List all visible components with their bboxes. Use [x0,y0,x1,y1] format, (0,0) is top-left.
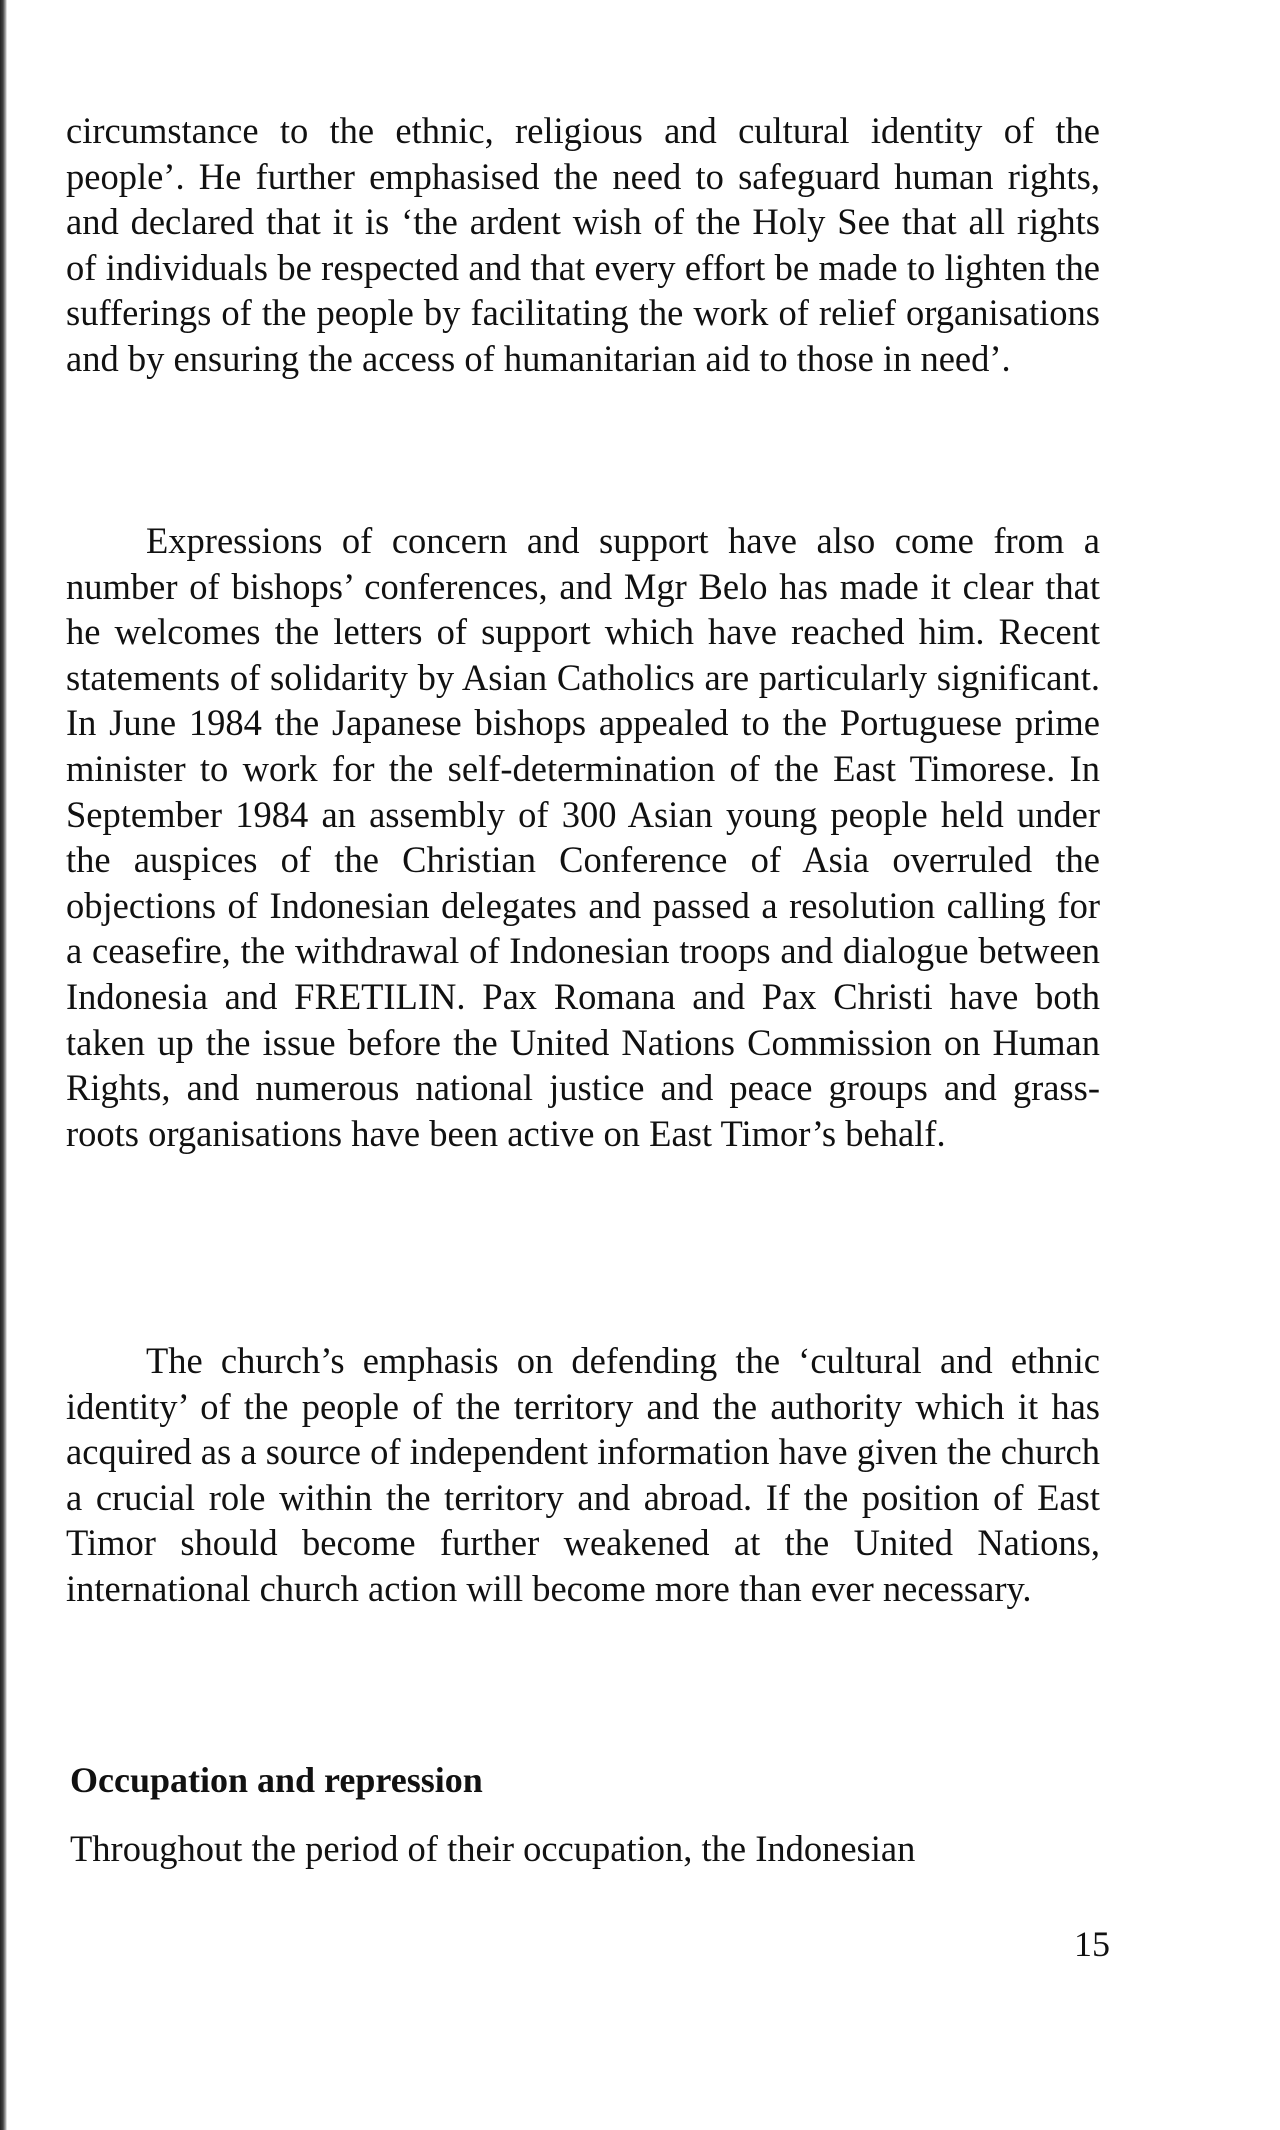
section-heading: Occupation and repression [70,1760,483,1800]
section-first-line: Throughout the period of their occupation, the Indonesian [70,1828,916,1869]
binding-edge [0,0,7,2130]
page-number: 15 [1074,1924,1110,1964]
paragraph-1: circumstance to the ethnic, religious and cultural identity of the people’. He further emphasised the need to safeguard human rights, and declared that it is ‘the ardent wish of the Holy See that all rights of individuals be respected and that every effort be made to lighten the sufferings of the people by facilitating the work of relief organisations and by ensuring the access of humanitarian aid to those in need’. [66,110,1100,379]
paragraph-3: The church’s emphasis on defending the ‘cultural and ethnic identity’ of the people of the territory and the authority which it has acquired as a source of independent information have given the church a crucial role within the territory and abroad. If the position of East Timor should become further weakened at the United Nations, international church action will become more than ever necessary. [66,1340,1100,1609]
paragraph-2: Expressions of concern and support have also come from a number of bishops’ conferences, and Mgr Belo has made it clear that he welcomes the letters of support which have reached him. Recent statements of solidarity by Asian Catholics are particularly significant. In June 1984 the Japanese bishops appealed to the Portuguese prime minister to work for the self-determination of the East Timorese. In September 1984 an assembly of 300 Asian young people held under the auspices of the Christian Conference of Asia overruled the objections of Indonesian delegates and passed a resolution calling for a ceasefire, the withdrawal of Indonesian troops and dialogue between Indonesia and FRETILIN. Pax Romana and Pax Christi have both taken up the issue before the United Nations Commission on Human Rights, and numerous national justice and peace groups and grass-roots organisations have been active on East Timor’s behalf. [66,520,1100,1154]
